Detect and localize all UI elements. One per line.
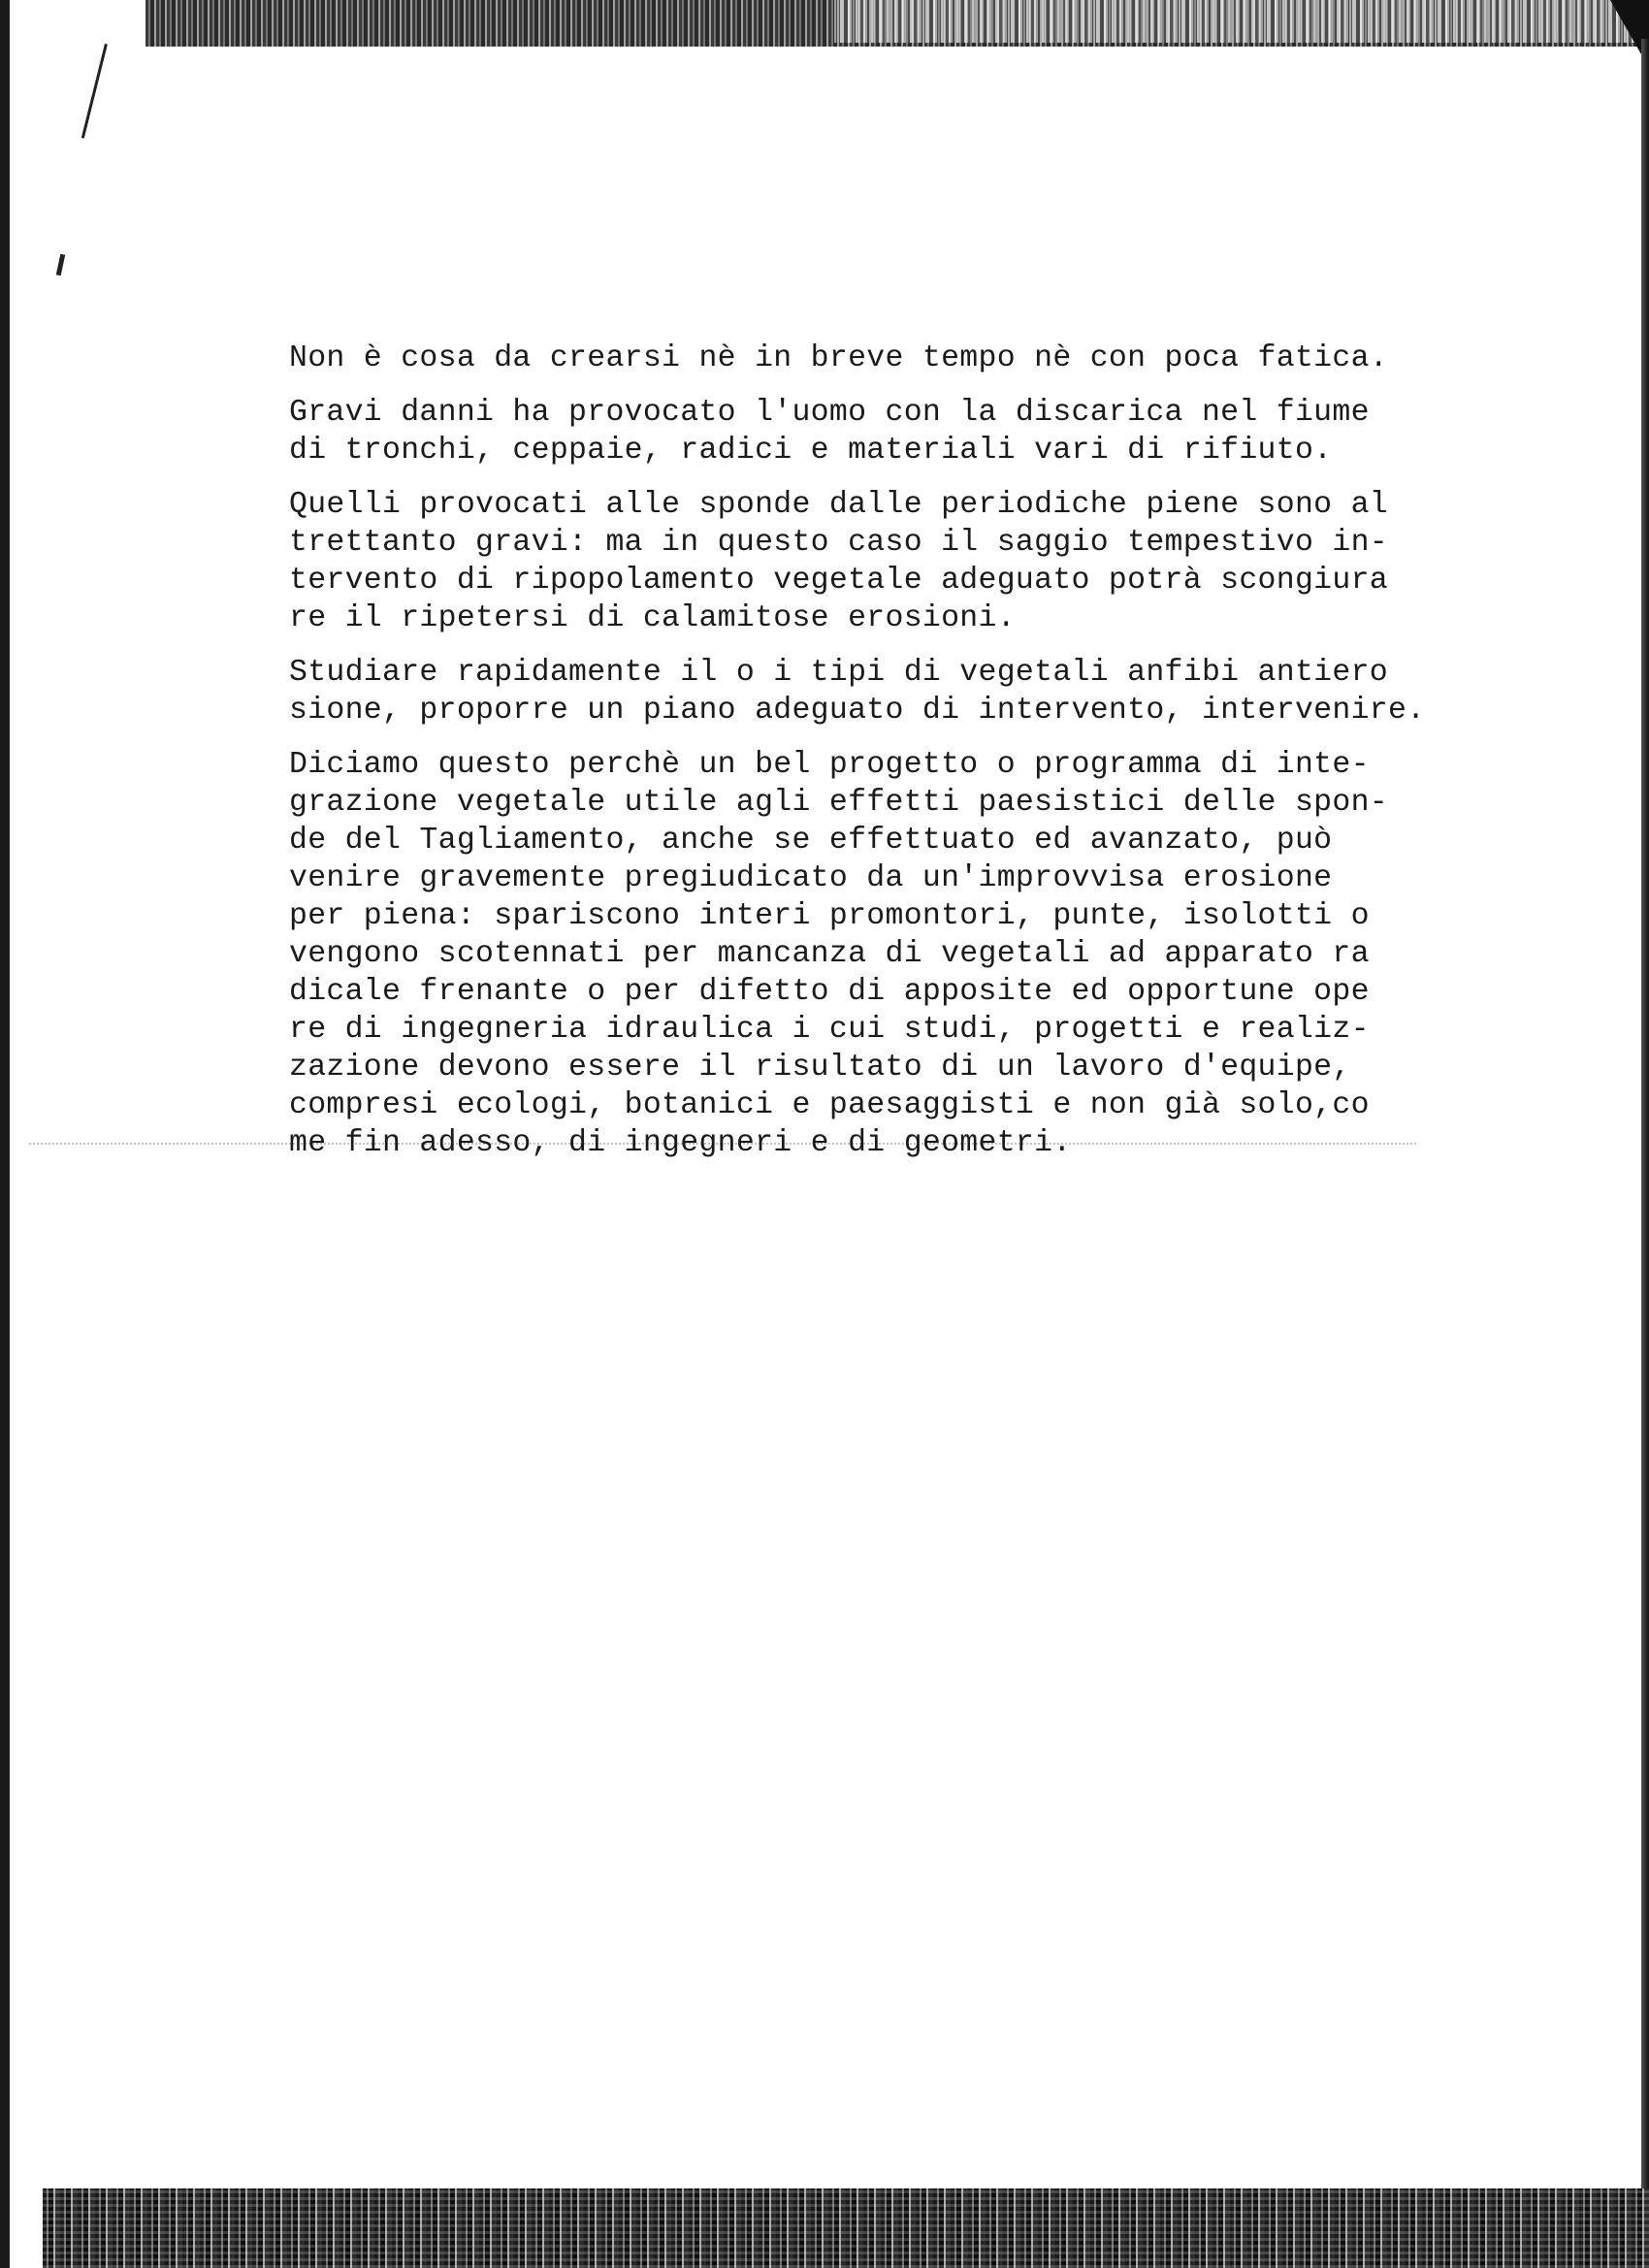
- scan-artifact-bottom: [43, 2188, 1649, 2268]
- text-line: Quelli provocati alle sponde dalle periodiche piene sono al: [289, 488, 1388, 522]
- typewritten-text: [289, 340, 1472, 1179]
- text-line: di tronchi, ceppaie, radici e materiali vari di rifiuto.: [289, 434, 1333, 468]
- text-line: dicale frenante o per difetto di apposite ed opportune ope: [289, 975, 1370, 1009]
- text-line: de del Tagliamento, anche se effettuato ed avanzato, può: [289, 824, 1333, 858]
- text-line: per piena: spariscono interi promontori, punte, isolotti o: [289, 899, 1370, 933]
- text-line: tervento di ripopolamento vegetale adeguato potrà scongiura: [289, 564, 1388, 598]
- text-line: trettanto gravi: ma in questo caso il saggio tempestivo in-: [289, 526, 1388, 560]
- text-line: vengono scotennati per mancanza di vegetali ad apparato ra: [289, 937, 1370, 971]
- text-line: grazione vegetale utile agli effetti paesistici delle spon-: [289, 786, 1388, 820]
- paragraph-5: [289, 746, 1472, 1162]
- scan-edge-right: [1641, 39, 1649, 2221]
- text-line: zazione devono essere il risultato di un lavoro d'equipe,: [289, 1051, 1351, 1085]
- margin-mark: [56, 254, 65, 276]
- text-line: Gravi danni ha provocato l'uomo con la discarica nel fiume: [289, 396, 1370, 430]
- corner-fold-line: [81, 44, 108, 139]
- scan-artifact-top-light: [834, 0, 1649, 43]
- text-line: re il ripetersi di calamitose erosioni.: [289, 601, 1016, 635]
- scan-edge-left: [0, 0, 10, 2268]
- text-line: Studiare rapidamente il o i tipi di vegetali anfibi antiero: [289, 656, 1388, 690]
- text-line: sione, proporre un piano adeguato di intervento, intervenire.: [289, 694, 1426, 728]
- paragraph-4: [289, 654, 1472, 729]
- paragraph-1: [289, 340, 1472, 377]
- text-line: me fin adesso, di ingegneri e di geometri.: [289, 1126, 1072, 1160]
- text-line: re di ingegneria idraulica i cui studi, progetti e realiz-: [289, 1013, 1370, 1047]
- paragraph-2: [289, 394, 1472, 470]
- text-line: compresi ecologi, botanici e paesaggisti e non già solo,co: [289, 1088, 1370, 1122]
- paragraph-3: [289, 486, 1472, 637]
- text-line: venire gravemente pregiudicato da un'improvvisa erosione: [289, 861, 1333, 895]
- text-line: Diciamo questo perchè un bel progetto o programma di inte-: [289, 748, 1370, 782]
- text-line: Non è cosa da crearsi nè in breve tempo nè con poca fatica.: [289, 341, 1388, 375]
